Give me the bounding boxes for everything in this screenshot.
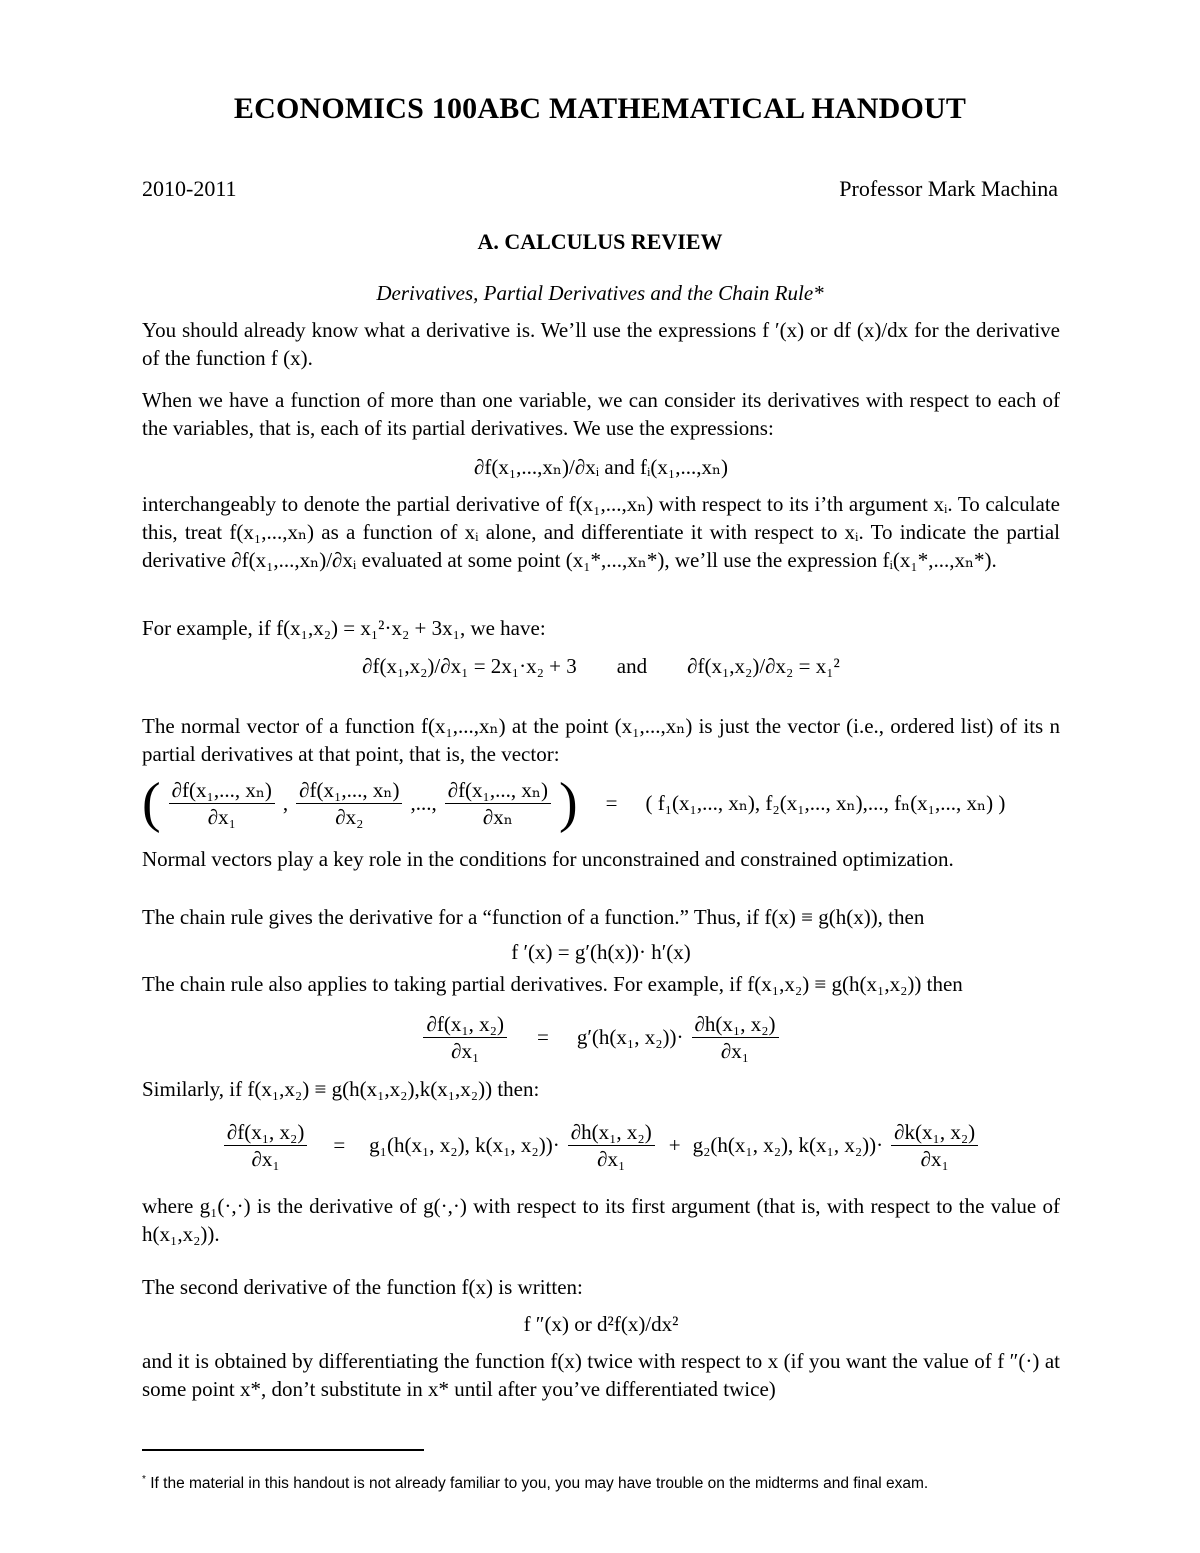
right-paren: ) — [558, 772, 578, 834]
equation-example-and: and — [616, 654, 648, 678]
fraction-partial-2: $\frac{\text{∂f(x₁,..., xₙ)}}{\text{∂x₂}}$ — [296, 777, 402, 830]
normal-vector-components: ( f₁(x₁,..., xₙ), f₂(x₁,..., xₙ),..., fₙ(x₁,..., xₙ) ) — [645, 790, 1006, 815]
paragraph-similarly: Similarly, if f(x₁,x₂) ≡ g(h(x₁,x₂),k(x₁,x₂)) then: — [142, 1077, 540, 1101]
equation-example-right: ∂f(x₁,x₂)/∂x₂ = x₁² — [687, 654, 840, 678]
fraction-dk: $\frac{\text{∂k(x₁, x₂)}}{\text{∂x₁}}$ — [891, 1119, 978, 1172]
equation-chain-partial: $\frac{\text{∂f(x₁, x₂)}}{\text{∂x₁}}$ = g′(h(x₁, x₂))· $\frac{\text{∂h(x₁, x₂)}}{\text{∂x₁}}$ — [142, 1008, 1060, 1066]
year-label: 2010-2011 — [142, 176, 237, 201]
footnote-divider — [142, 1449, 424, 1451]
paragraph-second-derivative-note: and it is obtained by differentiating the function f(x) twice with respect to x (if you want the value of f ″(·) at some point x*, don’t substitute in x* until after you’ve differentiated twice) — [142, 1349, 1060, 1401]
paragraph-second-derivative: The second derivative of the function f(x) is written: — [142, 1275, 583, 1299]
left-paren: ( — [142, 772, 161, 834]
section-heading: A. CALCULUS REVIEW — [477, 229, 723, 254]
fraction-lhs: $\frac{\text{∂f(x₁, x₂)}}{\text{∂x₁}}$ — [423, 1011, 507, 1064]
fraction-partial-1: $\frac{\text{∂f(x₁,..., xₙ)}}{\text{∂x₁}}$ — [169, 777, 275, 830]
paragraph-normal-vector: The normal vector of a function f(x₁,...,xₙ) at the point (x₁,...,xₙ) is just the vector (i.e., ordered list) of its n partial derivatives at that point, that is, the vector: — [142, 714, 1060, 766]
fraction-rhs: $\frac{\text{∂h(x₁, x₂)}}{\text{∂x₁}}$ — [692, 1011, 779, 1064]
paragraph-chain-rule: The chain rule gives the derivative for a “function of a function.” Thus, if f(x) ≡ g(h(x)), then — [142, 905, 925, 929]
equation-example-left: ∂f(x₁,x₂)/∂x₁ = 2x₁·x₂ + 3 — [362, 654, 577, 678]
page-title: ECONOMICS 100ABC MATHEMATICAL HANDOUT — [233, 92, 967, 125]
professor-label: Professor Mark Machina — [839, 176, 1058, 201]
paragraph-partial-def: interchangeably to denote the partial derivative of f(x₁,...,xₙ) with respect to its i’th argument xᵢ. To calculate this, treat f(x₁,...,xₙ) as a function of xᵢ alone, and differentiate it with respect to xᵢ. To indicate the partial derivative ∂f(x₁,...,xₙ)/∂xᵢ evaluated at some point (x₁*,...,xₙ*), we’ll use the expression fᵢ(x₁*,...,xₙ*). — [142, 492, 1060, 572]
equation-second-derivative: f ″(x) or d²f(x)/dx² — [523, 1312, 679, 1336]
paragraph-where-g1: where g₁(·,·) is the derivative of g(·,·) with respect to its first argument (that is, with respect to the value of h(x₁,x₂)). — [142, 1194, 1060, 1246]
footnote-text: If the material in this handout is not already familiar to you, you may have trouble on the midterms and final exam. — [150, 1475, 929, 1493]
paragraph-example: For example, if f(x₁,x₂) = x₁²·x₂ + 3x₁, we have: — [142, 616, 546, 640]
equation-chain-rule: f ′(x) = g′(h(x))· h′(x) — [511, 940, 691, 964]
fraction-dh: $\frac{\text{∂h(x₁, x₂)}}{\text{∂x₁}}$ — [568, 1119, 655, 1172]
paragraph-partial-intro: When we have a function of more than one variable, we can consider its derivatives with respect to each of the variables, that is, each of its partial derivatives. We use the expressions: — [142, 388, 1060, 440]
fraction-partial-n: $\frac{\text{∂f(x₁,..., xₙ)}}{\text{∂xₙ}}$ — [445, 777, 551, 830]
paragraph-chain-partial: The chain rule also applies to taking partial derivatives. For example, if f(x₁,x₂) ≡ g(h(x₁,x₂)) then — [142, 972, 963, 996]
footnote — [142, 1474, 1060, 1493]
equation-partial-notation: ∂f(x₁,...,xₙ)/∂xᵢ and fᵢ(x₁,...,xₙ) — [473, 455, 729, 479]
paragraph-normal-role: Normal vectors play a key role in the conditions for unconstrained and constrained optimization. — [142, 847, 954, 871]
equation-chain-two-args: $\frac{\text{∂f(x₁, x₂)}}{\text{∂x₁}}$ = g₁(h(x₁, x₂), k(x₁, x₂))· $\frac{\text{∂h(x₁, x₂)}}{\text{∂x₁}}$ + g₂(h(x₁, x₂), k(x₁, x₂))· $\frac{\text{∂k(x₁, x₂)}}{\text{∂x₁}}$ — [142, 1116, 1060, 1174]
section-subtitle: Derivatives, Partial Derivatives and the Chain Rule* — [376, 281, 824, 305]
footnote-mark: * — [142, 1474, 146, 1485]
equation-example-partials — [142, 654, 1060, 679]
fraction-lhs: $\frac{\text{∂f(x₁, x₂)}}{\text{∂x₁}}$ — [224, 1119, 308, 1172]
paragraph-derivative: You should already know what a derivative is. We’ll use the expressions f ′(x) or df (x)/dx for the derivative of the function f (x). — [142, 318, 1060, 370]
equation-normal-vector: ( $\frac{\text{∂f(x₁,..., xₙ)}}{\text{∂x₁}}$ , $\frac{\text{∂f(x₁,..., xₙ)}}{\text{∂x₂}}$ ,..., $\frac{\text{∂f(x₁,..., xₙ)}}{\text{∂xₙ}}$ ) = ( f₁(x₁,..., xₙ), f₂(x₁,..., xₙ),..., fₙ(x₁,..., xₙ) ) — [142, 772, 1006, 834]
